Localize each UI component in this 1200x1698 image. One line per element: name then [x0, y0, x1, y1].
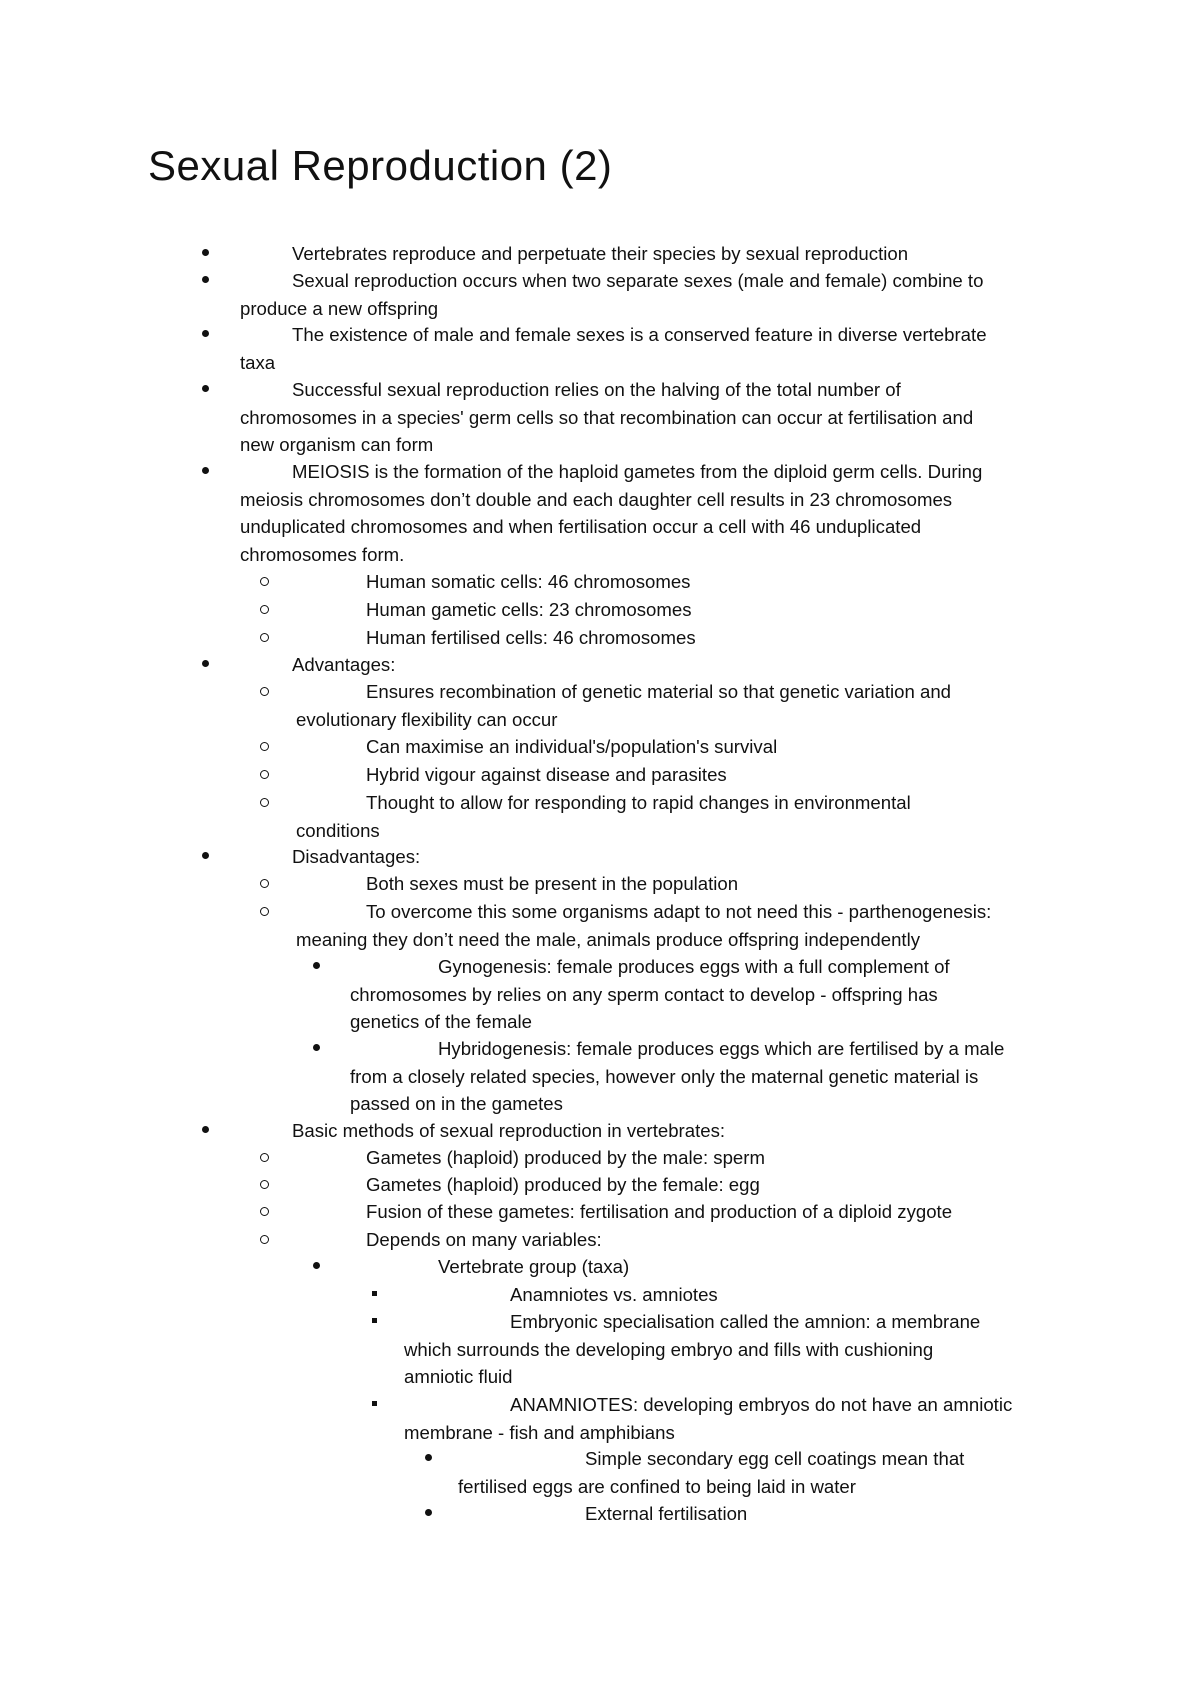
list-item-line: Simple secondary egg cell coatings mean that [585, 1448, 965, 1469]
bullet-disc-icon [202, 321, 209, 337]
bullet-circle-icon [260, 870, 269, 888]
bullet-circle-icon [260, 1144, 269, 1162]
bullet-disc-icon [313, 1035, 320, 1051]
list-item [585, 1500, 747, 1528]
list-item [510, 1281, 718, 1309]
list-item [366, 624, 696, 652]
list-item-line: Vertebrate group (taxa) [438, 1256, 630, 1277]
list-item-line: Gametes (haploid) produced by the male: sperm [366, 1147, 765, 1168]
list-item [366, 1226, 602, 1254]
list-item-line: conditions [296, 819, 380, 841]
bullet-disc-icon [202, 1117, 209, 1133]
list-item [366, 733, 777, 761]
list-item-line: Vertebrates reproduce and perpetuate their species by sexual reproduction [292, 243, 909, 264]
bullet-circle-icon [260, 733, 269, 751]
list-item-line: The existence of male and female sexes is a conserved feature in diverse vertebrate [292, 324, 987, 345]
bullet-disc-icon [202, 267, 209, 283]
list-item [366, 1198, 952, 1226]
list-item-line: Ensures recombination of genetic material so that genetic variation and [366, 681, 952, 702]
list-item [292, 1117, 725, 1145]
list-item [240, 376, 973, 459]
list-item-line: Can maximise an individual's/population's survival [366, 736, 778, 757]
bullet-square-icon [372, 1281, 377, 1296]
list-item-line: unduplicated chromosomes and when fertilisation occur a cell with 46 unduplicated [240, 516, 922, 538]
list-item-line: taxa [240, 351, 276, 373]
list-item [366, 761, 727, 789]
list-item-line: Hybrid vigour against disease and parasites [366, 764, 727, 785]
bullet-circle-icon [260, 898, 269, 916]
list-item-line: chromosomes in a species' germ cells so that recombination can occur at fertilisation and [240, 406, 974, 428]
list-item-line: Advantages: [292, 654, 396, 675]
list-item-line: new organism can form [240, 434, 434, 456]
list-item-line: from a closely related species, however only the maternal genetic material is [350, 1065, 979, 1087]
bullet-circle-icon [260, 1226, 269, 1244]
bullet-disc-icon [425, 1445, 432, 1461]
list-item-line: Fusion of these gametes: fertilisation and production of a diploid zygote [366, 1201, 953, 1222]
list-item-line: External fertilisation [585, 1503, 748, 1524]
bullet-disc-icon [202, 240, 209, 256]
list-item [240, 458, 982, 568]
list-item [296, 898, 991, 953]
list-item-line: To overcome this some organisms adapt to not need this - parthenogenesis: [366, 901, 992, 922]
list-item-line: chromosomes by relies on any sperm contact to develop - offspring has [350, 983, 938, 1005]
list-item [438, 1253, 629, 1281]
bullet-circle-icon [260, 1198, 269, 1216]
bullet-disc-icon [202, 376, 209, 392]
list-item [366, 568, 690, 596]
bullet-circle-icon [260, 596, 269, 614]
bullet-disc-icon [202, 843, 209, 859]
list-item-line: Anamniotes vs. amniotes [510, 1284, 718, 1305]
list-item [366, 870, 738, 898]
list-item-line: ANAMNIOTES: developing embryos do not have an amniotic [510, 1394, 1013, 1415]
list-item-line: Successful sexual reproduction relies on the halving of the total number of [292, 379, 901, 400]
list-item-line: Sexual reproduction occurs when two separate sexes (male and female) combine to [292, 270, 984, 291]
bullet-disc-icon [202, 458, 209, 474]
document-title: Sexual Reproduction (2) [148, 142, 613, 189]
list-item-line: Both sexes must be present in the population [366, 873, 739, 894]
list-item-line: Gynogenesis: female produces eggs with a full complement of [438, 956, 950, 977]
list-item [296, 789, 911, 844]
list-item [458, 1445, 964, 1500]
list-item [350, 1035, 1004, 1118]
bullet-disc-icon [202, 651, 209, 667]
list-item-line: Thought to allow for responding to rapid changes in environmental [366, 792, 911, 813]
list-item [366, 596, 692, 624]
list-item-line: membrane - fish and amphibians [404, 1421, 675, 1443]
list-item-line: Human somatic cells: 46 chromosomes [366, 571, 691, 592]
list-item [404, 1308, 980, 1391]
list-item-line: fertilised eggs are confined to being laid in water [458, 1475, 856, 1497]
bullet-circle-icon [260, 678, 269, 696]
list-item [240, 321, 987, 376]
list-item-line: Embryonic specialisation called the amnion: a membrane [510, 1311, 981, 1332]
list-item-line: meiosis chromosomes don’t double and each daughter cell results in 23 chromosomes [240, 488, 953, 510]
list-item [240, 267, 983, 322]
list-item [404, 1391, 1012, 1446]
list-item-line: passed on in the gametes [350, 1093, 563, 1115]
list-item-line: Hybridogenesis: female produces eggs which are fertilised by a male [438, 1038, 1005, 1059]
list-item-line: Depends on many variables: [366, 1229, 602, 1250]
bullet-square-icon [372, 1391, 377, 1406]
list-item-line: MEIOSIS is the formation of the haploid gametes from the diploid germ cells. During [292, 461, 983, 482]
bullet-disc-icon [313, 953, 320, 969]
list-item-line: Basic methods of sexual reproduction in vertebrates: [292, 1120, 726, 1141]
list-item-line: amniotic fluid [404, 1366, 513, 1388]
bullet-circle-icon [260, 624, 269, 642]
list-item-line: meaning they don’t need the male, animals produce offspring independently [296, 928, 920, 950]
bullet-disc-icon [313, 1253, 320, 1269]
list-item-line: produce a new offspring [240, 297, 439, 319]
list-item-line: which surrounds the developing embryo and fills with cushioning [404, 1338, 934, 1360]
bullet-disc-icon [425, 1500, 432, 1516]
list-item-line: Disadvantages: [292, 846, 421, 867]
list-item-line: Human fertilised cells: 46 chromosomes [366, 627, 696, 648]
bullet-circle-icon [260, 1171, 269, 1189]
list-item-line: genetics of the female [350, 1011, 532, 1033]
list-item-line: Gametes (haploid) produced by the female: egg [366, 1174, 760, 1195]
bullet-circle-icon [260, 568, 269, 586]
bullet-square-icon [372, 1308, 377, 1323]
bullet-circle-icon [260, 761, 269, 779]
list-item [292, 651, 395, 679]
bullet-circle-icon [260, 789, 269, 807]
list-item [350, 953, 950, 1036]
list-item [240, 240, 908, 268]
list-item [296, 678, 951, 733]
list-item [366, 1144, 765, 1172]
list-item-line: evolutionary flexibility can occur [296, 708, 558, 730]
list-item [366, 1171, 760, 1199]
list-item [292, 843, 420, 871]
list-item-line: Human gametic cells: 23 chromosomes [366, 599, 692, 620]
list-item-line: chromosomes form. [240, 543, 405, 565]
